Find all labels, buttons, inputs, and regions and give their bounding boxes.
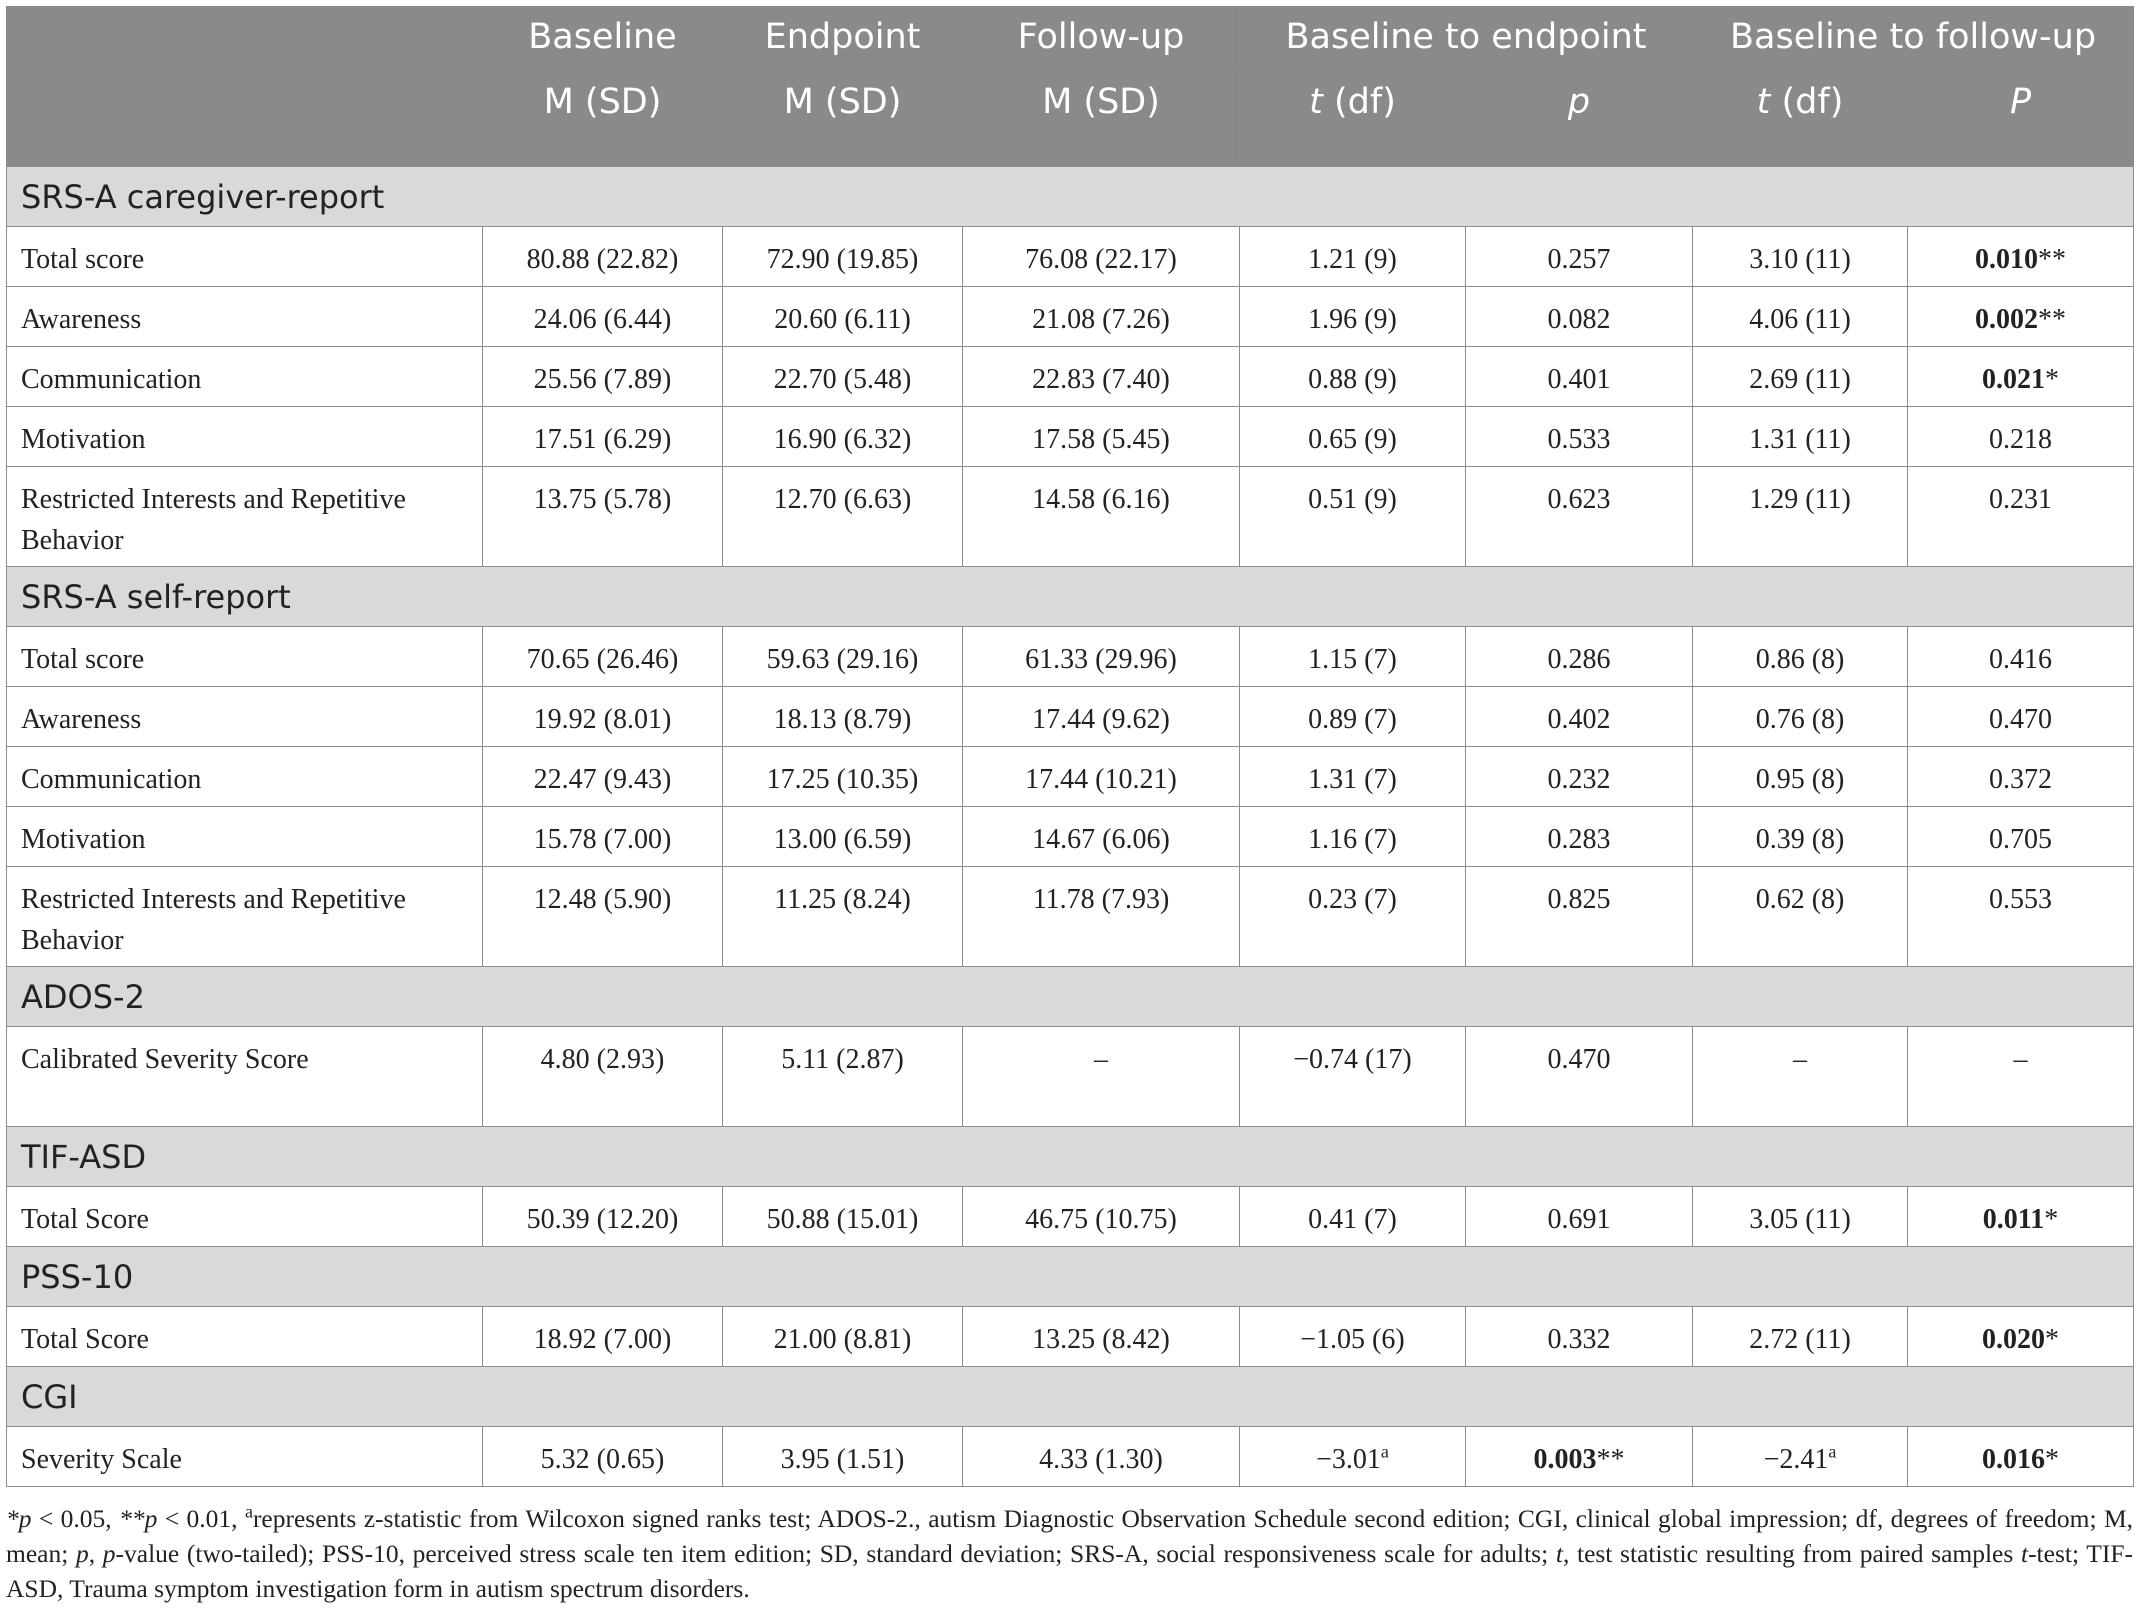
- section-row: [7, 967, 2134, 1027]
- significance-stars: *: [2045, 1444, 2060, 1475]
- table-row: [7, 687, 2134, 747]
- cell-follow-up: 14.58 (6.16): [963, 467, 1240, 567]
- table-row: [7, 1187, 2134, 1247]
- significant-value: 0.016: [1982, 1444, 2046, 1475]
- section-row: [7, 167, 2134, 227]
- value-text: −2.41: [1763, 1444, 1829, 1475]
- subheader-tdf-follow-up: t (df): [1693, 68, 1908, 167]
- subheader-empty: [7, 68, 483, 167]
- cell-endpoint: 22.70 (5.48): [723, 347, 963, 407]
- cell-baseline: 25.56 (7.89): [483, 347, 723, 407]
- cell-follow-up: 21.08 (7.26): [963, 287, 1240, 347]
- cell-p-endpoint: 0.401: [1466, 347, 1693, 407]
- cell-p-follow-up: 0.470: [1908, 687, 2134, 747]
- results-table: [6, 6, 2134, 1487]
- cell-p-endpoint: 0.257: [1466, 227, 1693, 287]
- subheader-p-follow-up: P: [1908, 68, 2134, 167]
- cell-t-endpoint: 0.65 (9): [1240, 407, 1466, 467]
- cell-p-follow-up: [1908, 1427, 2134, 1487]
- cell-t-follow-up: 2.69 (11): [1693, 347, 1908, 407]
- cell-baseline: 5.32 (0.65): [483, 1427, 723, 1487]
- cell-endpoint: 11.25 (8.24): [723, 867, 963, 967]
- cell-p-follow-up: 0.705: [1908, 807, 2134, 867]
- table-row: [7, 807, 2134, 867]
- cell-follow-up: 13.25 (8.42): [963, 1307, 1240, 1367]
- cell-baseline: 12.48 (5.90): [483, 867, 723, 967]
- cell-p-follow-up: [1908, 227, 2134, 287]
- cell-baseline: 4.80 (2.93): [483, 1027, 723, 1127]
- value-text: −3.01: [1316, 1444, 1381, 1475]
- cell-baseline: 80.88 (22.82): [483, 227, 723, 287]
- footnote-marker: a: [1380, 1441, 1389, 1462]
- section-title: PSS-10: [7, 1247, 2134, 1307]
- t-symbol: t: [1309, 82, 1323, 122]
- cell-endpoint: 18.13 (8.79): [723, 687, 963, 747]
- cell-t-follow-up: 0.86 (8): [1693, 627, 1908, 687]
- cell-p-follow-up: [1908, 1307, 2134, 1367]
- cell-t-follow-up: 0.39 (8): [1693, 807, 1908, 867]
- section-title: SRS-A self-report: [7, 567, 2134, 627]
- section-title: ADOS-2: [7, 967, 2134, 1027]
- cell-endpoint: 21.00 (8.81): [723, 1307, 963, 1367]
- cell-t-follow-up: 0.62 (8): [1693, 867, 1908, 967]
- row-label: Restricted Interests and Repetitive Behavior: [7, 467, 483, 567]
- row-label: Motivation: [7, 807, 483, 867]
- cell-follow-up: 76.08 (22.17): [963, 227, 1240, 287]
- cell-follow-up: –: [963, 1027, 1240, 1127]
- cell-baseline: 24.06 (6.44): [483, 287, 723, 347]
- cell-endpoint: 5.11 (2.87): [723, 1027, 963, 1127]
- cell-t-endpoint: [1240, 1427, 1466, 1487]
- significant-value: 0.020: [1982, 1324, 2046, 1355]
- cell-follow-up: 46.75 (10.75): [963, 1187, 1240, 1247]
- cell-endpoint: 20.60 (6.11): [723, 287, 963, 347]
- header-baseline-to-follow-up: Baseline to follow-up: [1693, 7, 2134, 68]
- header-row-2: [7, 68, 2134, 167]
- row-label: Calibrated Severity Score: [7, 1027, 483, 1127]
- section-title: SRS-A caregiver-report: [7, 167, 2134, 227]
- footnote-marker: a: [1828, 1441, 1837, 1462]
- cell-t-follow-up: 0.95 (8): [1693, 747, 1908, 807]
- cell-follow-up: 17.58 (5.45): [963, 407, 1240, 467]
- cell-endpoint: 59.63 (29.16): [723, 627, 963, 687]
- significance-stars: **: [2038, 304, 2067, 335]
- table-body: [7, 167, 2134, 1487]
- cell-p-endpoint: 0.825: [1466, 867, 1693, 967]
- cell-baseline: 18.92 (7.00): [483, 1307, 723, 1367]
- cell-p-endpoint: 0.691: [1466, 1187, 1693, 1247]
- cell-baseline: 70.65 (26.46): [483, 627, 723, 687]
- section-title: CGI: [7, 1367, 2134, 1427]
- cell-endpoint: 12.70 (6.63): [723, 467, 963, 567]
- section-row: [7, 1367, 2134, 1427]
- header-baseline: Baseline: [483, 7, 723, 68]
- subheader-msd-endpoint: M (SD): [723, 68, 963, 167]
- cell-baseline: 22.47 (9.43): [483, 747, 723, 807]
- cell-t-endpoint: −0.74 (17): [1240, 1027, 1466, 1127]
- row-label: Communication: [7, 347, 483, 407]
- cell-p-endpoint: 0.283: [1466, 807, 1693, 867]
- table-row: [7, 627, 2134, 687]
- cell-t-endpoint: 1.31 (7): [1240, 747, 1466, 807]
- subheader-tdf-endpoint: t (df): [1240, 68, 1466, 167]
- header-row-1: [7, 7, 2134, 68]
- cell-p-endpoint: 0.470: [1466, 1027, 1693, 1127]
- cell-follow-up: 22.83 (7.40): [963, 347, 1240, 407]
- table-row: [7, 867, 2134, 967]
- cell-t-endpoint: 1.16 (7): [1240, 807, 1466, 867]
- cell-endpoint: 72.90 (19.85): [723, 227, 963, 287]
- header-baseline-to-endpoint: Baseline to endpoint: [1240, 7, 1693, 68]
- table-row: [7, 1427, 2134, 1487]
- cell-t-follow-up: 4.06 (11): [1693, 287, 1908, 347]
- cell-endpoint: 3.95 (1.51): [723, 1427, 963, 1487]
- cell-follow-up: 11.78 (7.93): [963, 867, 1240, 967]
- table-row: [7, 1307, 2134, 1367]
- significance-stars: *: [2045, 1324, 2060, 1355]
- cell-p-endpoint: 0.082: [1466, 287, 1693, 347]
- cell-t-follow-up: –: [1693, 1027, 1908, 1127]
- header-empty: [7, 7, 483, 68]
- cell-endpoint: 17.25 (10.35): [723, 747, 963, 807]
- row-label: Total score: [7, 627, 483, 687]
- cell-t-endpoint: 1.96 (9): [1240, 287, 1466, 347]
- cell-p-follow-up: 0.553: [1908, 867, 2134, 967]
- cell-t-follow-up: 1.31 (11): [1693, 407, 1908, 467]
- table-row: [7, 747, 2134, 807]
- cell-t-follow-up: 3.05 (11): [1693, 1187, 1908, 1247]
- cell-p-endpoint: 0.332: [1466, 1307, 1693, 1367]
- cell-t-endpoint: 0.51 (9): [1240, 467, 1466, 567]
- cell-p-follow-up: 0.231: [1908, 467, 2134, 567]
- significant-value: 0.002: [1975, 304, 2039, 335]
- significance-stars: *: [2044, 1204, 2059, 1235]
- cell-t-endpoint: 0.89 (7): [1240, 687, 1466, 747]
- cell-endpoint: 16.90 (6.32): [723, 407, 963, 467]
- cell-t-follow-up: 2.72 (11): [1693, 1307, 1908, 1367]
- section-row: [7, 1247, 2134, 1307]
- cell-p-endpoint: [1466, 1427, 1693, 1487]
- section-row: [7, 567, 2134, 627]
- cell-t-endpoint: 1.21 (9): [1240, 227, 1466, 287]
- row-label: Total Score: [7, 1187, 483, 1247]
- cell-p-endpoint: 0.232: [1466, 747, 1693, 807]
- row-label: Awareness: [7, 687, 483, 747]
- significance-stars: *: [2045, 364, 2060, 395]
- cell-follow-up: 61.33 (29.96): [963, 627, 1240, 687]
- cell-t-endpoint: 0.23 (7): [1240, 867, 1466, 967]
- table-footnote: *p < 0.05, **p < 0.01, $^a$represents z-statistic from Wilcoxon signed ranks test; ADOS-2., autism Diagnostic Observation Schedule second edition; CGI, clinical global impression; df, degrees of freedom; M, mean; p, p-value (two-tailed); PSS-10, perceived stress scale ten item edition; SD, standard deviation; SRS-A, social responsiveness scale for adults; t, test statistic resulting from paired samples t-test; TIF-ASD, Trauma symptom investigation form in autism spectrum disorders.: [6, 1501, 2133, 1603]
- cell-p-follow-up: [1908, 1187, 2134, 1247]
- cell-p-follow-up: 0.416: [1908, 627, 2134, 687]
- cell-baseline: 15.78 (7.00): [483, 807, 723, 867]
- table-row: [7, 1027, 2134, 1127]
- cell-p-endpoint: 0.623: [1466, 467, 1693, 567]
- cell-t-follow-up: 0.76 (8): [1693, 687, 1908, 747]
- cell-t-follow-up: [1693, 1427, 1908, 1487]
- significant-value: 0.011: [1982, 1204, 2045, 1235]
- cell-t-endpoint: 1.15 (7): [1240, 627, 1466, 687]
- cell-p-follow-up: [1908, 347, 2134, 407]
- t-symbol: t: [1756, 82, 1771, 122]
- significant-value: 0.003: [1533, 1444, 1597, 1475]
- header-endpoint: Endpoint: [723, 7, 963, 68]
- cell-baseline: 19.92 (8.01): [483, 687, 723, 747]
- cell-p-follow-up: [1908, 287, 2134, 347]
- cell-baseline: 17.51 (6.29): [483, 407, 723, 467]
- row-label: Motivation: [7, 407, 483, 467]
- significant-value: 0.021: [1982, 364, 2046, 395]
- cell-p-follow-up: 0.372: [1908, 747, 2134, 807]
- row-label: Total score: [7, 227, 483, 287]
- cell-t-endpoint: 0.41 (7): [1240, 1187, 1466, 1247]
- results-table-container: [6, 6, 2133, 1606]
- table-row: [7, 227, 2134, 287]
- section-title: TIF-ASD: [7, 1127, 2134, 1187]
- table-header: [7, 7, 2134, 167]
- table-row: [7, 347, 2134, 407]
- row-label: Total Score: [7, 1307, 483, 1367]
- significant-value: 0.010: [1975, 244, 2039, 275]
- table-row: [7, 407, 2134, 467]
- cell-follow-up: 17.44 (10.21): [963, 747, 1240, 807]
- cell-t-endpoint: −1.05 (6): [1240, 1307, 1466, 1367]
- row-label: Communication: [7, 747, 483, 807]
- row-label: Severity Scale: [7, 1427, 483, 1487]
- cell-p-endpoint: 0.402: [1466, 687, 1693, 747]
- header-follow-up: Follow-up: [963, 7, 1240, 68]
- cell-endpoint: 13.00 (6.59): [723, 807, 963, 867]
- table-row: [7, 287, 2134, 347]
- row-label: Restricted Interests and Repetitive Behavior: [7, 867, 483, 967]
- significance-stars: **: [2038, 244, 2067, 275]
- cell-t-endpoint: 0.88 (9): [1240, 347, 1466, 407]
- cell-follow-up: 14.67 (6.06): [963, 807, 1240, 867]
- cell-baseline: 50.39 (12.20): [483, 1187, 723, 1247]
- table-row: [7, 467, 2134, 567]
- cell-follow-up: 17.44 (9.62): [963, 687, 1240, 747]
- row-label: Awareness: [7, 287, 483, 347]
- cell-t-follow-up: 1.29 (11): [1693, 467, 1908, 567]
- section-row: [7, 1127, 2134, 1187]
- cell-p-follow-up: –: [1908, 1027, 2134, 1127]
- subheader-msd-follow-up: M (SD): [963, 68, 1240, 167]
- cell-t-follow-up: 3.10 (11): [1693, 227, 1908, 287]
- cell-endpoint: 50.88 (15.01): [723, 1187, 963, 1247]
- subheader-msd-baseline: M (SD): [483, 68, 723, 167]
- cell-baseline: 13.75 (5.78): [483, 467, 723, 567]
- significance-stars: **: [1596, 1444, 1625, 1475]
- cell-follow-up: 4.33 (1.30): [963, 1427, 1240, 1487]
- cell-p-follow-up: 0.218: [1908, 407, 2134, 467]
- cell-p-endpoint: 0.533: [1466, 407, 1693, 467]
- subheader-p-endpoint: p: [1466, 68, 1693, 167]
- cell-p-endpoint: 0.286: [1466, 627, 1693, 687]
